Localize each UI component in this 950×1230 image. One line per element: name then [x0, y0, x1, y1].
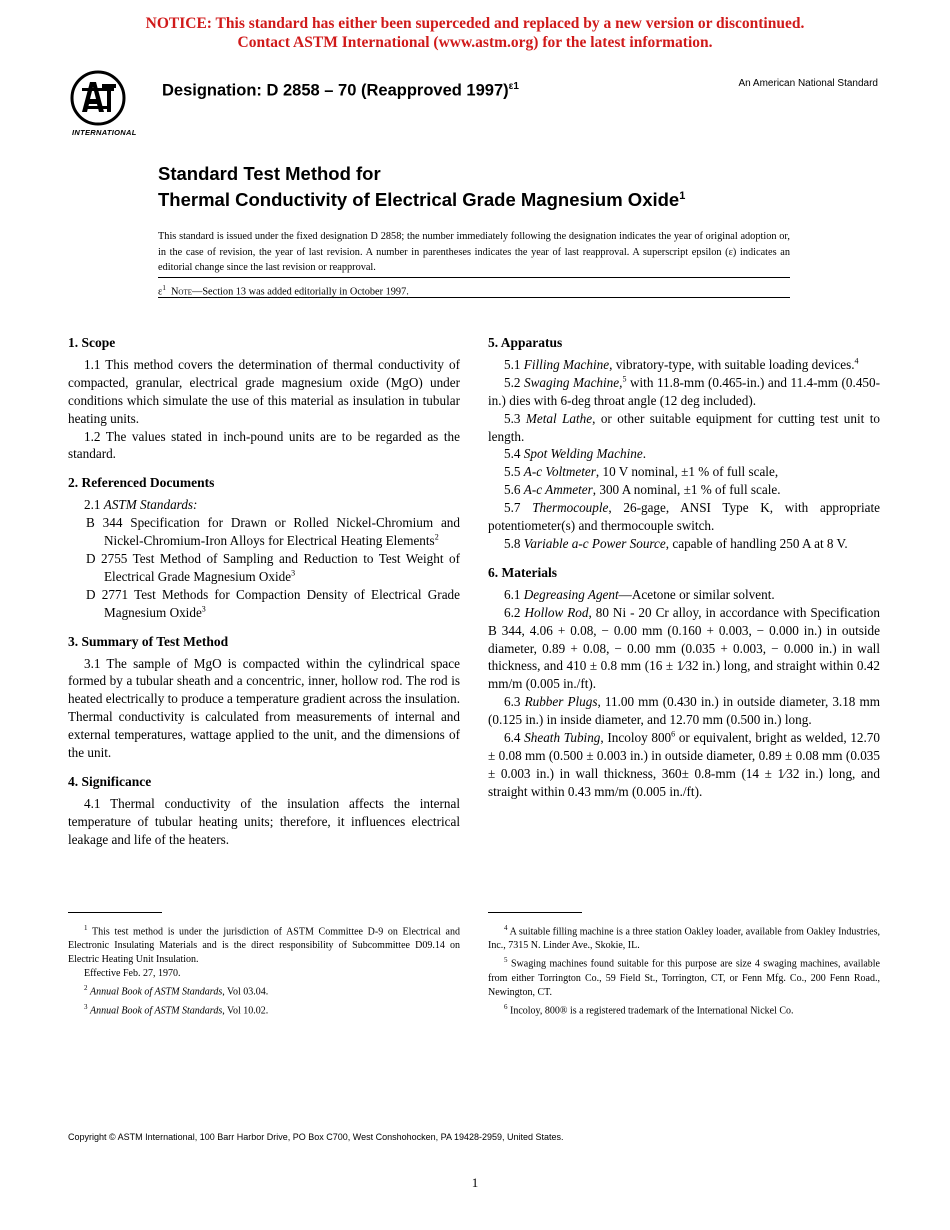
- reference-d2755: D 2755 Test Method of Sampling and Reduction to Test Weight of Electrical Grade Magnesium Oxide$^3$: [86, 550, 460, 584]
- intro-paragraph: This standard is issued under the fixed designation D 2858; the number immediately following the designation indicates the year of original adoption or, in the case of revision, the year of last revision. A number in parentheses indicates the year of last reapproval. A superscript epsilon (ε) indicates an editorial change since the last revision or reapproval.: [158, 231, 790, 273]
- section-heading-scope: 1. Scope: [68, 335, 116, 350]
- paragraph-1-2: 1.2 The values stated in inch-pound units are to be regarded as the standard.: [68, 428, 460, 462]
- footnote-rule-right: [488, 912, 582, 913]
- footnote-6: $^6$ Incoloy, 800® is a registered trademark of the International Nickel Co.: [504, 1002, 794, 1016]
- designation-epsilon: ε1: [508, 81, 519, 92]
- section-heading-referenced-documents: 2. Referenced Documents: [68, 475, 215, 491]
- footnote-4: $^4$ A suitable filling machine is a three station Oakley loader, available from Oakley Industries, Inc., 7315 N. Linder Ave., Skokie, IL.: [488, 924, 881, 952]
- footnote-3: $^3$ Annual Book of ASTM Standards, Vol 10.02.: [84, 1002, 269, 1016]
- footnote-1-effective: Effective Feb. 27, 1970.: [84, 968, 181, 980]
- title-line-2: Thermal Conductivity of Electrical Grade Magnesium Oxide$^1$: [158, 189, 686, 211]
- editorial-note: $\varepsilon^1$ Note—Section 13 was added editorially in October 1997.: [158, 284, 409, 298]
- paragraph-5-1: 5.1 Filling Machine, vibratory-type, with suitable loading devices.$^4$: [504, 356, 859, 372]
- designation: [162, 81, 519, 101]
- paragraph-3-1: 3.1 The sample of MgO is compacted within the cylindrical space formed by a tubular sheath and a concentric, inner, hollow rod. The rod is heated electrically to produce a temperature gradient across the insulation. Thermal conductivity is calculated from measurements of internal and external temperatures, wattage applied to the unit, and the dimensions of the unit.: [68, 655, 460, 761]
- copyright-line: Copyright © ASTM International, 100 Barr Harbor Drive, PO Box C700, West Conshohocken, PA 19428-2959, United States.: [68, 1132, 564, 1142]
- paragraph-6-3: 6.3 Rubber Plugs, 11.00 mm (0.430 in.) in outside diameter, 3.18 mm (0.125 in.) in inside diameter, and 12.70 mm (0.500 in.) long.: [488, 694, 880, 728]
- section-heading-significance: 4. Significance: [68, 773, 152, 789]
- paragraph-5-2: 5.2 Swaging Machine,$^5$ with 11.8-mm (0.465-in.) and 11.4-mm (0.450-in.) dies with 6-deg throat angle (12 deg included).: [488, 374, 880, 408]
- page-title: [158, 163, 685, 211]
- paragraph-6-1: 6.1 Degreasing Agent—Acetone or similar solvent.: [504, 586, 775, 602]
- reference-b344: B 344 Specification for Drawn or Rolled Nickel-Chromium and Nickel-Chromium-Iron Alloys for Electrical Heating Elements$^2$: [86, 515, 460, 549]
- paragraph-5-7: 5.7 Thermocouple, 26-gage, ANSI Type K, with appropriate potentiometer(s) and thermocouple switch.: [488, 500, 881, 534]
- paragraph-5-3: 5.3 Metal Lathe, or other suitable equipment for cutting test unit to length.: [488, 410, 880, 444]
- notice-line-1: NOTICE: This standard has either been superceded and replaced by a new version or discontinued.: [145, 15, 805, 32]
- page-number: 1: [471, 1175, 479, 1190]
- paragraph-5-8: 5.8 Variable a-c Power Source, capable of handling 250 A at 8 V.: [504, 535, 848, 551]
- paragraph-6-4: 6.4 Sheath Tubing, Incoloy 800$^6$ or equivalent, bright as welded, 12.70 ± 0.08 mm (0.500 ± 0.003 in.) in outside diameter, 0.89 ± 0.08 mm (0.035 ± 0.003 in.) in wall thickness, 360± 0.8-mm (14 ± 1⁄32 in.) long, and straight within 0.43 mm/m (0.005 in./ft).: [488, 729, 880, 799]
- section-heading-materials: 6. Materials: [488, 564, 557, 580]
- footnote-1: $^1$ This test method is under the jurisdiction of ASTM Committee D-9 on Electrical and Electronic Insulating Materials and is the direct responsibility of Subcommittee D09.14 on Electric Heating Unit Insulation.: [68, 924, 460, 966]
- paragraph-5-6: 5.6 A-c Ammeter, 300 A nominal, ±1 % of full scale.: [504, 482, 781, 498]
- right-column: [488, 334, 880, 801]
- footnote-5: $^5$ Swaging machines found suitable for this purpose are size 4 swaging machines, available from either Torrington Co., 59 Field St., Torrington, CT, or Fenn Mfg. Co., 200 Fenn Road., Newington, CT.: [488, 956, 880, 998]
- footnotes-right: [488, 921, 880, 1018]
- paragraph-2-1: 2.1 ASTM Standards:: [84, 497, 198, 513]
- footnote-2: $^2$ Annual Book of ASTM Standards, Vol 03.04.: [84, 984, 269, 998]
- paragraph-5-5: 5.5 A-c Voltmeter, 10 V nominal, ±1 % of full scale,: [504, 464, 779, 480]
- paragraph-4-1: 4.1 Thermal conductivity of the insulation affects the internal temperature of tubular heating units; therefore, it influences electrical leakage and life of the heaters.: [68, 795, 460, 847]
- paragraph-6-2: 6.2 Hollow Rod, 80 Ni - 20 Cr alloy, in accordance with Specification B 344, 4.06 + 0.08, − 0.00 mm (0.160 + 0.003, − 0.000 in.) in outside diameter, 0.89 + 0.08, − 0.00 mm (0.035 + 0.003, − 0.000 in.) in wall thickness, and 410 ± 0.8 mm (16 ± 1⁄32 in.) long, and straight within 0.42 mm/m (0.005 in./ft).: [488, 604, 880, 692]
- reference-d2771: D 2771 Test Methods for Compaction Density of Electrical Grade Magnesium Oxide$^3$: [86, 586, 460, 620]
- intro-rule-top: [158, 277, 790, 278]
- astm-logo: [68, 68, 152, 140]
- designation-text: Designation: D 2858 – 70 (Reapproved 1997): [162, 81, 509, 100]
- national-standard-label: An American National Standard: [738, 78, 878, 89]
- left-column: [68, 334, 460, 849]
- intro-rule-bottom: [158, 297, 790, 298]
- section-heading-summary: 3. Summary of Test Method: [68, 633, 229, 649]
- title-line-1: Standard Test Method for: [158, 163, 381, 184]
- paragraph-1-1: 1.1 This method covers the determination of thermal conductivity of compacted, granular, electrical grade magnesium oxide (MgO) under conditions which simulate the use of this material as insulation in tubular heating units.: [68, 356, 460, 426]
- logo-wordmark: INTERNATIONAL: [72, 128, 137, 137]
- footnote-rule-left: [68, 912, 162, 913]
- section-heading-apparatus: 5. Apparatus: [488, 335, 563, 350]
- footnotes-left: [68, 921, 460, 1018]
- notice-line-2: Contact ASTM International (www.astm.org) for the latest information.: [237, 34, 713, 51]
- paragraph-5-4: 5.4 Spot Welding Machine.: [504, 446, 646, 462]
- notice-banner: [0, 14, 950, 52]
